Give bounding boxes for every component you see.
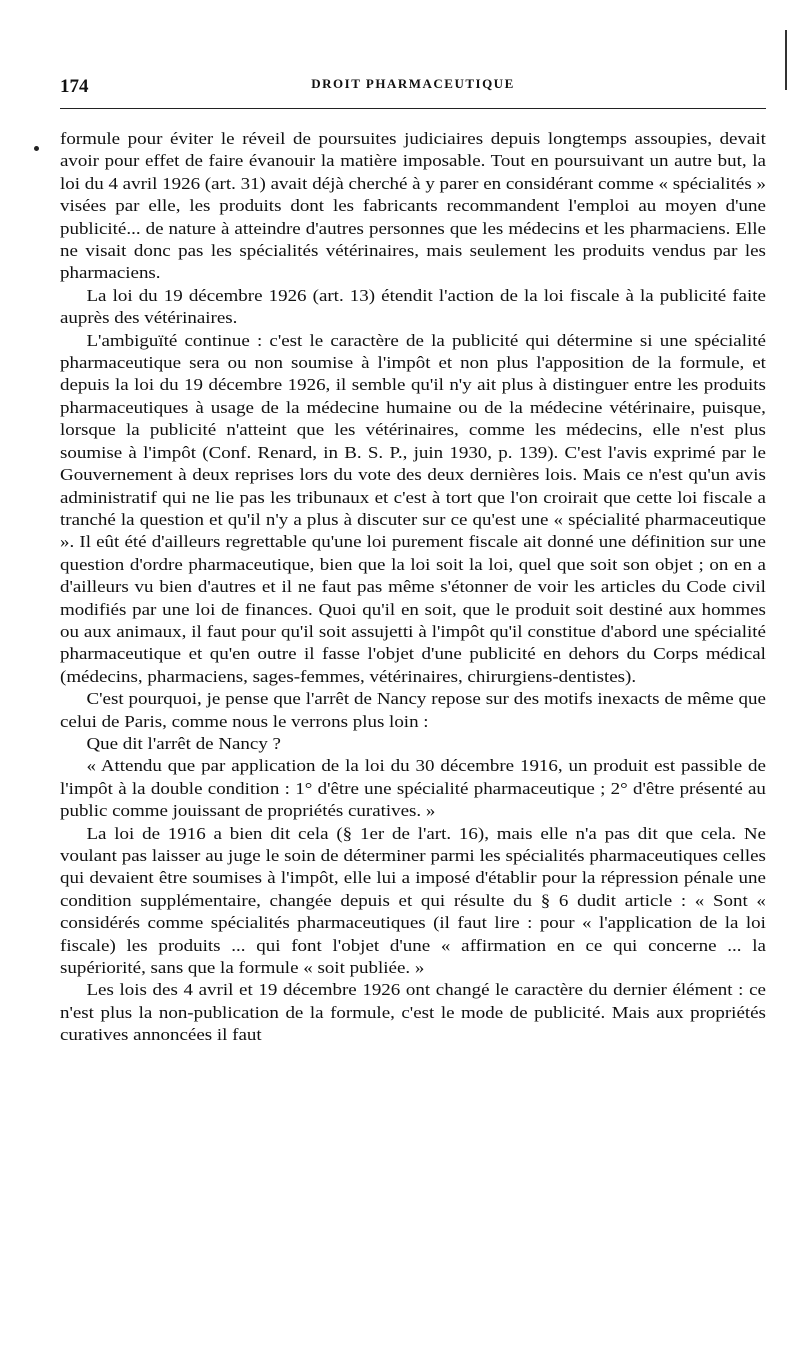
paragraph: La loi de 1916 a bien dit cela (§ 1er de l'art. 16), mais elle n'a pas dit que cela. Ne voulant pas laisser au juge le soin de déterminer parmi les spécialités pharmaceutiques celles qui devaient être soumises à l'impôt, elle lui a imposé d'établir pour la répression pénale une condition supplémentaire, changée depuis et qui résulte du § 6 dudit article : « Sont « considérés comme spécialités pharmaceutiques (il faut lire : pour « l'application de la loi fiscale) les produits ... qui font l'objet d'une « affirmation en ce qui concerne ... la supériorité, sans que la formule « soit publiée. »	[60, 823, 766, 978]
page-header	[60, 76, 766, 106]
paragraph: Que dit l'arrêt de Nancy ?	[86, 733, 281, 753]
header-rule	[60, 108, 766, 109]
margin-mark	[34, 146, 39, 151]
paragraph: formule pour éviter le réveil de poursuites judiciaires depuis longtemps assoupies, devait avoir pour effet de faire évanouir la matière imposable. Tout en poursuivant un autre but, la loi du 4 avril 1926 (art. 31) avait déjà cherché à y parer en considérant comme « spécialités » visées par elle, les produits dont les fabricants recommandent l'emploi au moyen d'une publicité... de nature à atteindre d'autres personnes que les médecins et les pharmaciens. Elle ne visait donc pas les spécialités vétérinaires, mais seulement les produits vendus par les pharmaciens.	[60, 129, 766, 283]
page-edge-mark	[785, 30, 787, 90]
quoted-paragraph: « Attendu que par application de la loi du 30 décembre 1916, un produit est passible de l'impôt à la double condition : 1° d'être une spécialité pharmaceutique ; 2° d'être présenté au public comme jouissant de propriétés curatives. »	[60, 756, 766, 821]
page-number: 174	[60, 76, 89, 97]
paragraph: Les lois des 4 avril et 19 décembre 1926 ont changé le caractère du dernier élément : ce n'est plus la non-publication de la formule, c'est le mode de publicité. Mais aux propriétés curatives annoncées il faut	[60, 980, 766, 1045]
paragraph: L'ambiguïté continue : c'est le caractère de la publicité qui détermine si une spécialité pharmaceutique sera ou non soumise à l'impôt et non plus l'apposition de la formule, et depuis la loi du 19 décembre 1926, il semble qu'il n'y ait plus à distinguer entre les produits pharmaceutiques à usage de la médecine humaine ou de la médecine vétérinaire, puisque, lorsque la publicité n'atteint que les vétérinaires, comme les médecins, elle n'est plus soumise à l'impôt (Conf. Renard, in B. S. P., juin 1930, p. 139). C'est l'avis exprimé par le Gouvernement à deux reprises lors du vote des deux dernières lois. Mais ce n'est qu'un avis administratif qui ne lie pas les tribunaux et c'est à tort que l'on croirait que cette loi fiscale a tranché la question et qu'il n'y a plus à discuter sur ce qu'est une « spécialité pharmaceutique ». Il eût été d'ailleurs regrettable qu'une loi purement fiscale ait donné une définition sur une question d'ordre pharmaceutique, bien que la loi soit la loi, quel que soit son objet ; on en a d'ailleurs vu bien d'autres et il ne faut pas même s'étonner de voir les articles du Code civil modifiés par une loi de finances. Quoi qu'il en soit, que le produit soit destiné aux hommes ou aux animaux, il faut pour qu'il soit assujetti à l'impôt qu'il constitue d'abord une spécialité pharmaceutique et qu'en outre il fasse l'objet d'une publicité en dehors du Corps médical (médecins, pharmaciens, sages-femmes, vétérinaires, chirurgiens-dentistes).	[60, 330, 766, 686]
paragraph: C'est pourquoi, je pense que l'arrêt de Nancy repose sur des motifs inexacts de même que celui de Paris, comme nous le verrons plus loin :	[60, 689, 766, 731]
paragraph: La loi du 19 décembre 1926 (art. 13) étendit l'action de la loi fiscale à la publicité faite auprès des vétérinaires.	[60, 285, 766, 328]
running-title: DROIT PHARMACEUTIQUE	[311, 76, 515, 91]
body-text	[60, 128, 766, 1047]
